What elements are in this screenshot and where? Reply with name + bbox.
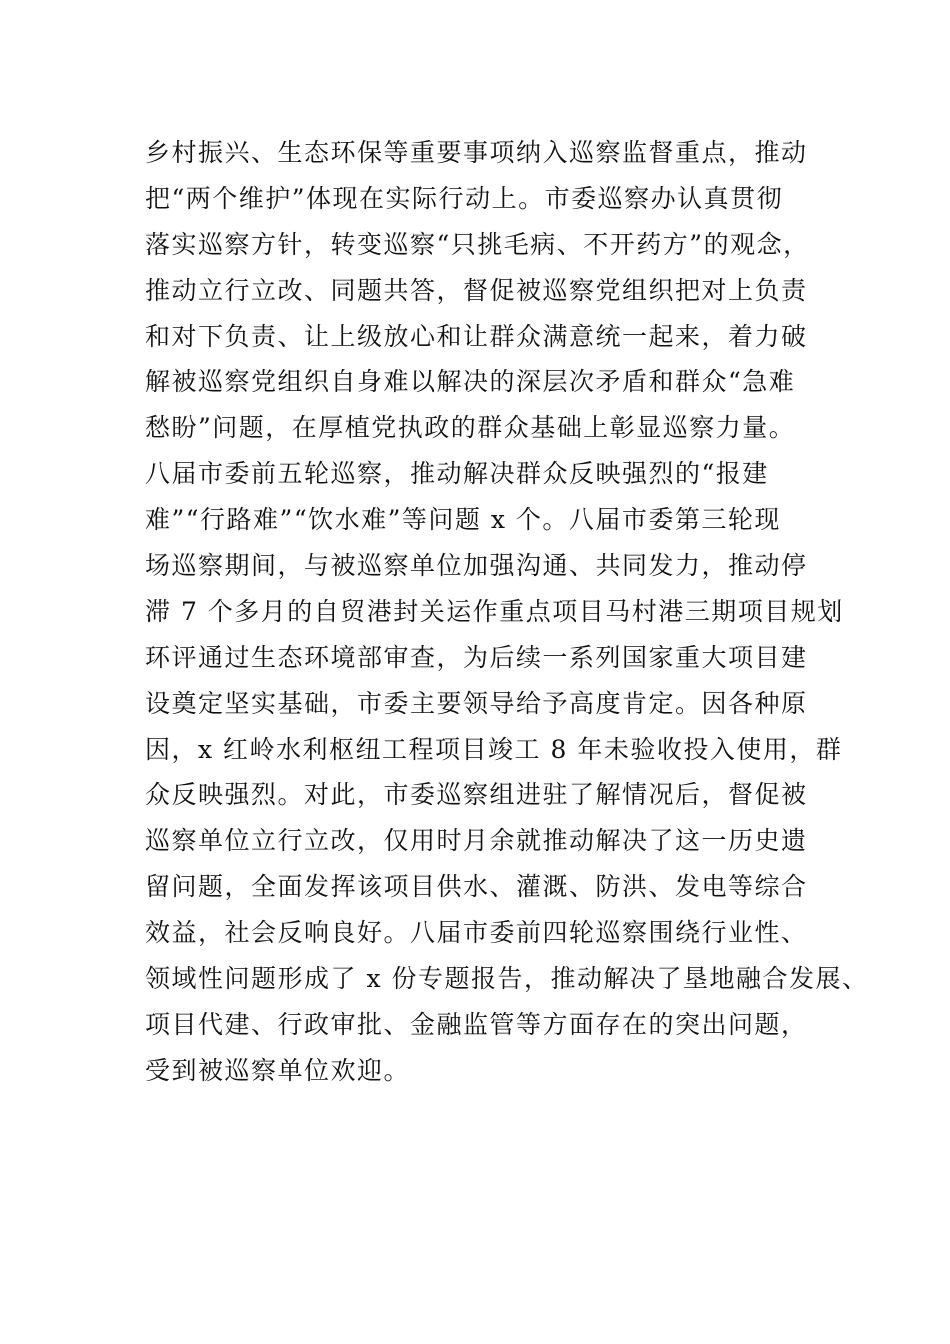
text-line: 设奠定坚实基础，市委主要领导给予高度肯定。因各种原 [145,688,808,718]
text-line: 愁盼”问题，在厚植党执政的群众基础上彰显巡察力量。 [145,413,796,443]
text-line: 难”“行路难”“饮水难”等问题 x 个。八届市委第三轮现 [145,505,781,535]
text-line: 滞 7 个多月的自贸港封关运作重点项目马村港三期项目规划 [145,596,844,626]
text-line: 巡察单位立行立改，仅用时月余就推动解决了这一历史遗 [145,826,808,856]
text-line: 众反映强烈。对此，市委巡察组进驻了解情况后，督促被 [145,780,808,810]
text-line: 场巡察期间，与被巡察单位加强沟通、共同发力，推动停 [145,551,808,581]
text-line: 领域性问题形成了 x 份专题报告，推动解决了垦地融合发展、 [145,964,869,994]
text-line: 八届市委前五轮巡察，推动解决群众反映强烈的“报建 [145,459,769,489]
text-line: 解被巡察党组织自身难以解决的深层次矛盾和群众“急难 [145,367,796,397]
text-line: 留问题，全面发挥该项目供水、灌溉、防洪、发电等综合 [145,872,808,902]
text-line: 推动立行立改、同题共答，督促被巡察党组织把对上负责 [145,275,808,305]
text-line: 项目代建、行政审批、金融监管等方面存在的突出问题， [145,1009,808,1039]
text-line: 环评通过生态环境部审查，为后续一系列国家重大项目建 [145,642,808,672]
text-line: 和对下负责、让上级放心和让群众满意统一起来，着力破 [145,321,808,351]
text-line: 效益，社会反响良好。八届市委前四轮巡察围绕行业性、 [145,918,808,948]
text-line: 因，x 红岭水利枢纽工程项目竣工 8 年未验收投入使用，群 [145,734,843,764]
text-line: 落实巡察方针，转变巡察“只挑毛病、不开药方”的观念， [145,229,810,259]
text-line: 把“两个维护”体现在实际行动上。市委巡察办认真贯彻 [145,183,784,213]
body-text [145,130,869,1094]
text-line: 受到被巡察单位欢迎。 [145,1055,411,1085]
text-line: 乡村振兴、生态环保等重要事项纳入巡察监督重点，推动 [145,138,808,167]
